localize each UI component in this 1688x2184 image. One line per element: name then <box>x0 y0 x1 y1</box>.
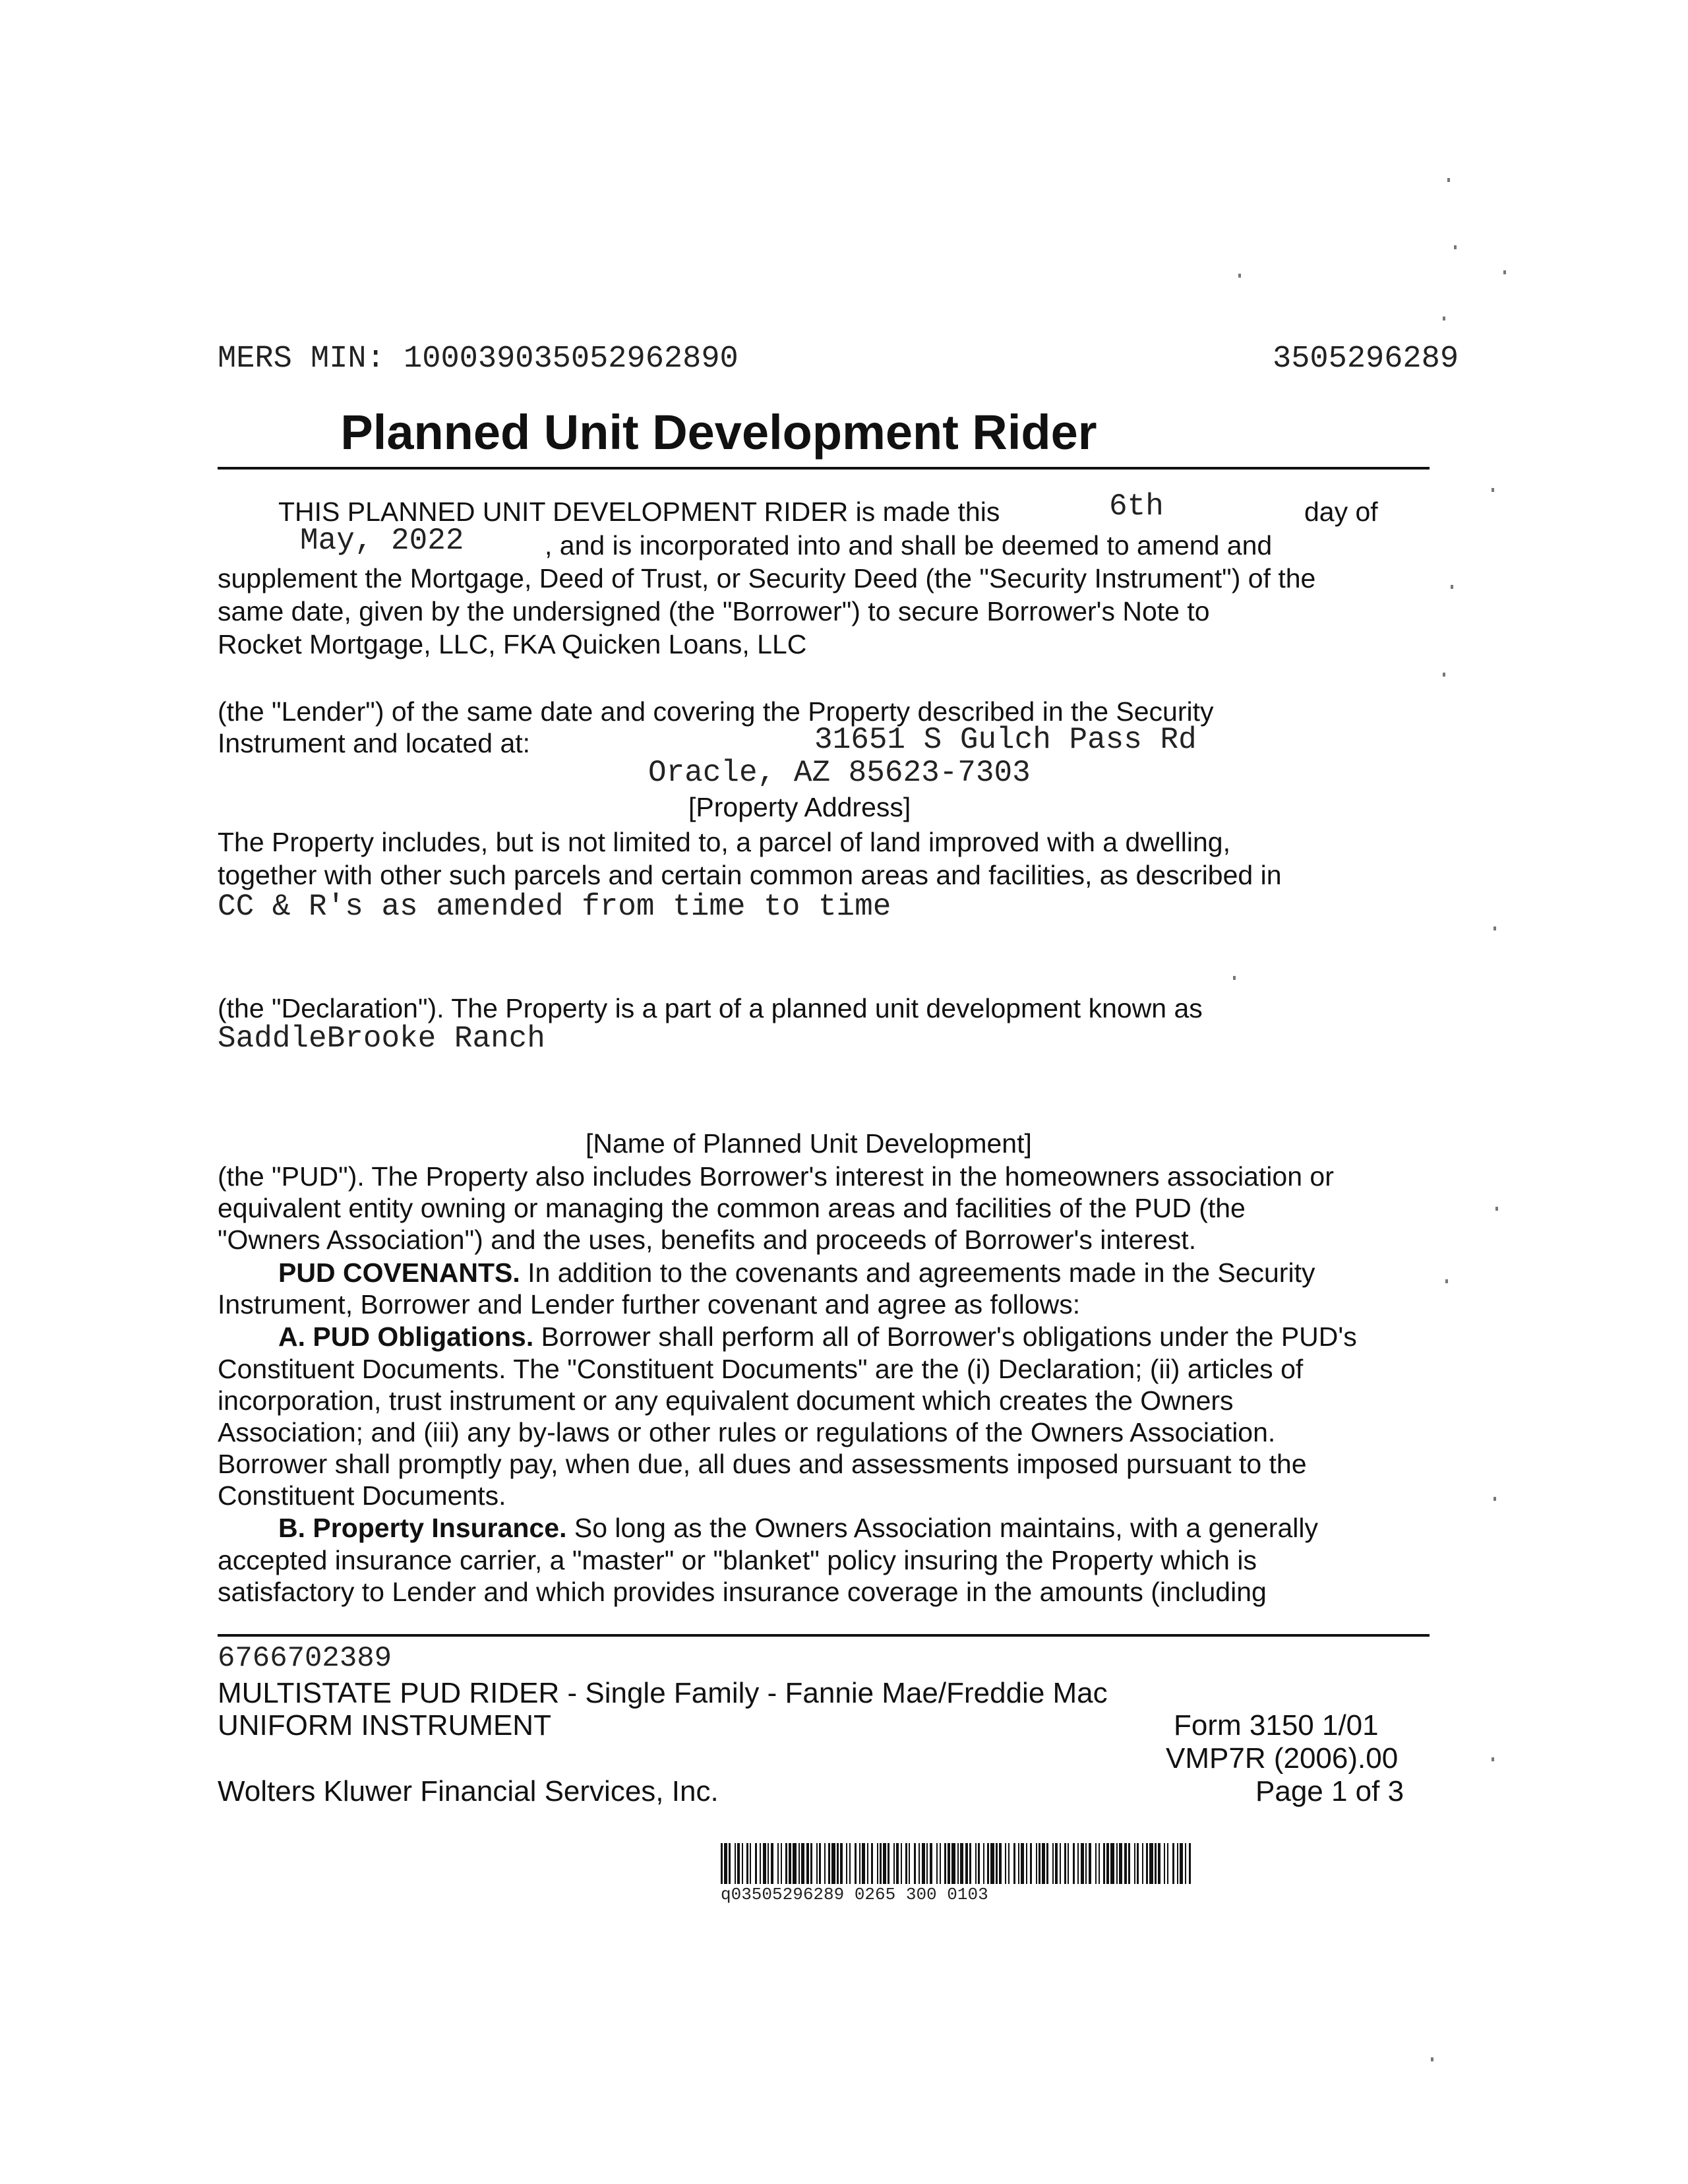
barcode-bar <box>729 1843 731 1884</box>
barcode-bar <box>1030 1843 1032 1884</box>
footer-rule <box>218 1634 1430 1637</box>
barcode-bar <box>867 1843 868 1884</box>
barcode-bar <box>1064 1843 1066 1884</box>
barcode-bar <box>840 1843 843 1884</box>
barcode-bar <box>978 1843 980 1884</box>
mers-min: MERS MIN: 100039035052962890 <box>218 342 738 377</box>
barcode-bar <box>771 1843 773 1884</box>
scan-speck <box>1492 1757 1494 1761</box>
barcode-bar <box>944 1843 946 1884</box>
barcode-bar <box>1164 1843 1165 1884</box>
barcode-bar <box>1089 1843 1091 1884</box>
barcode-bar <box>909 1843 910 1884</box>
barcode-bar <box>846 1843 847 1884</box>
barcode-bar <box>737 1843 740 1884</box>
pud-line-2: equivalent entity owning or managing the common areas and facilities of the PUD (the <box>218 1193 1246 1223</box>
barcode-bar <box>871 1843 873 1884</box>
barcode-bar <box>1021 1843 1024 1884</box>
scan-speck <box>1443 673 1445 677</box>
barcode-bar <box>837 1843 839 1884</box>
section-a-line-2: Constituent Documents. The "Constituent Documents" are the (i) Declaration; (ii) articles of <box>218 1354 1304 1384</box>
section-a-text: Borrower shall perform all of Borrower's obligations under the PUD's <box>533 1321 1357 1352</box>
barcode-bar <box>926 1843 928 1884</box>
barcode-bar <box>793 1843 797 1884</box>
scan-speck <box>1454 245 1457 249</box>
month-year-field: May, 2022 <box>300 524 464 558</box>
property-line-2: together with other such parcels and certain common areas and facilities, as described in <box>218 860 1282 890</box>
barcode-bar <box>987 1843 989 1884</box>
barcode-bar <box>1180 1843 1183 1884</box>
barcode-bar <box>746 1843 748 1884</box>
loan-number: 3505296289 <box>1273 342 1459 377</box>
scan-speck <box>1447 178 1450 182</box>
section-b-text: So long as the Owners Association maintains, with a generally <box>566 1513 1318 1543</box>
section-a-line-4: Association; and (iii) any by-laws or other rules or regulations of the Owners Association. <box>218 1417 1276 1447</box>
barcode <box>721 1843 1195 1884</box>
section-b-heading: B. Property Insurance. <box>278 1513 567 1543</box>
barcode-bar <box>1085 1843 1087 1884</box>
section-b-line-1 <box>278 1512 1318 1544</box>
footer-uniform-instrument: UNIFORM INSTRUMENT <box>218 1709 551 1742</box>
barcode-bar <box>1172 1843 1174 1884</box>
barcode-bar <box>1124 1843 1127 1884</box>
scan-speck <box>1233 976 1236 980</box>
scan-speck <box>1445 1279 1448 1283</box>
footer-page-number: Page 1 of 3 <box>1255 1775 1404 1807</box>
intro-line-4: same date, given by the undersigned (the "Borrower") to secure Borrower's Note to <box>218 596 1210 626</box>
barcode-bar <box>1142 1843 1143 1884</box>
section-a-line-5: Borrower shall promptly pay, when due, all dues and assessments imposed pursuant to the <box>218 1449 1307 1479</box>
section-a-line-1 <box>278 1321 1357 1352</box>
scan-speck <box>1493 926 1496 930</box>
barcode-bar <box>990 1843 994 1884</box>
barcode-bar <box>785 1843 787 1884</box>
barcode-bar <box>877 1843 878 1884</box>
barcode-bar <box>801 1843 804 1884</box>
pud-line-3: "Owners Association") and the uses, benefits and proceeds of Borrower's interest. <box>218 1225 1197 1255</box>
barcode-bar <box>831 1843 835 1884</box>
barcode-bar <box>859 1843 860 1884</box>
property-address-line-1: 31651 S Gulch Pass Rd <box>814 723 1197 757</box>
barcode-bar <box>1185 1843 1186 1884</box>
barcode-bar <box>806 1843 809 1884</box>
section-a-line-6: Constituent Documents. <box>218 1480 506 1511</box>
property-line-1: The Property includes, but is not limited to, a parcel of land improved with a dwelling, <box>218 827 1230 857</box>
declaration-line-1: (the "Declaration"). The Property is a part of a planned unit development known as <box>218 993 1203 1023</box>
barcode-bar <box>789 1843 791 1884</box>
barcode-bar <box>1073 1843 1075 1884</box>
barcode-bar <box>951 1843 955 1884</box>
barcode-bar <box>936 1843 938 1884</box>
barcode-bar <box>1158 1843 1160 1884</box>
lender-line-1: (the "Lender") of the same date and covering the Property described in the Security <box>218 696 1214 727</box>
barcode-bar <box>922 1843 925 1884</box>
footer-publisher: Wolters Kluwer Financial Services, Inc. <box>218 1775 719 1807</box>
barcode-bar <box>914 1843 916 1884</box>
scan-speck <box>1443 317 1445 320</box>
barcode-bar <box>810 1843 812 1884</box>
barcode-text: q03505296289 0265 300 0103 <box>721 1885 988 1904</box>
barcode-bar <box>799 1843 800 1884</box>
footer-form-title: MULTISTATE PUD RIDER - Single Family - Fannie Mae/Freddie Mac <box>218 1677 1108 1709</box>
barcode-bar <box>919 1843 920 1884</box>
barcode-bar <box>1137 1843 1139 1884</box>
barcode-bar <box>940 1843 941 1884</box>
document-title: Planned Unit Development Rider <box>340 405 1097 460</box>
barcode-bar <box>969 1843 971 1884</box>
barcode-bar <box>1026 1843 1027 1884</box>
barcode-bar <box>1106 1843 1109 1884</box>
barcode-bar <box>1128 1843 1130 1884</box>
barcode-bar <box>816 1843 818 1884</box>
barcode-bar <box>1068 1843 1069 1884</box>
barcode-bar <box>893 1843 895 1884</box>
barcode-bar <box>760 1843 761 1884</box>
barcode-bar <box>1095 1843 1097 1884</box>
covenants-line-2: Instrument, Borrower and Lender further covenant and agree as follows: <box>218 1289 1081 1320</box>
intro-line-3: supplement the Mortgage, Deed of Trust, or Security Deed (the "Security Instrument") of the <box>218 563 1316 593</box>
barcode-bar <box>1116 1843 1118 1884</box>
covenants-line-1 <box>278 1257 1315 1289</box>
barcode-bar <box>1039 1843 1040 1884</box>
barcode-bar <box>862 1843 865 1884</box>
barcode-bar <box>983 1843 984 1884</box>
section-a-line-3: incorporation, trust instrument or any equivalent document which creates the Owners <box>218 1385 1234 1416</box>
pud-name-field: SaddleBrooke Ranch <box>218 1021 545 1056</box>
scan-speck <box>1238 274 1241 278</box>
barcode-bar <box>1177 1843 1178 1884</box>
barcode-bar <box>905 1843 907 1884</box>
barcode-bar <box>1099 1843 1100 1884</box>
barcode-bar <box>724 1843 727 1884</box>
intro-day-of: day of <box>1304 497 1378 527</box>
barcode-bar <box>1042 1843 1045 1884</box>
barcode-bar <box>735 1843 736 1884</box>
barcode-bar <box>948 1843 950 1884</box>
barcode-bar <box>1103 1843 1105 1884</box>
barcode-bar <box>1055 1843 1058 1884</box>
barcode-bar <box>965 1843 968 1884</box>
barcode-bar <box>1110 1843 1114 1884</box>
declaration-document-field: CC & R's as amended from time to time <box>218 890 891 924</box>
scan-speck <box>1492 488 1494 492</box>
barcode-bar <box>960 1843 963 1884</box>
barcode-bar <box>901 1843 902 1884</box>
intro-line-2: , and is incorporated into and shall be deemed to amend and <box>545 530 1273 561</box>
barcode-bar <box>1155 1843 1157 1884</box>
section-b-line-2: accepted insurance carrier, a "master" or "blanket" policy insuring the Property which is <box>218 1545 1257 1575</box>
intro-line-1: THIS PLANNED UNIT DEVELOPMENT RIDER is made this <box>278 497 1000 527</box>
barcode-bar <box>1018 1843 1019 1884</box>
barcode-bar <box>975 1843 977 1884</box>
scan-speck <box>1495 1207 1498 1211</box>
barcode-bar <box>819 1843 821 1884</box>
barcode-bar <box>1052 1843 1054 1884</box>
day-field: 6th <box>1109 489 1164 524</box>
barcode-bar <box>1149 1843 1153 1884</box>
lender-line-2: Instrument and located at: <box>218 728 531 758</box>
barcode-bar <box>1077 1843 1079 1884</box>
barcode-bar <box>1189 1843 1191 1884</box>
section-a-heading: A. PUD Obligations. <box>278 1321 534 1352</box>
footer-form-number: Form 3150 1/01 <box>1174 1709 1379 1742</box>
footer-ref-number: 6766702389 <box>218 1642 392 1675</box>
barcode-bar <box>755 1843 757 1884</box>
barcode-bar <box>849 1843 851 1884</box>
barcode-bar <box>750 1843 751 1884</box>
barcode-bar <box>880 1843 882 1884</box>
barcode-bar <box>1060 1843 1061 1884</box>
barcode-bar <box>824 1843 826 1884</box>
pud-line-1: (the "PUD"). The Property also includes Borrower's interest in the homeowners association or <box>218 1161 1334 1192</box>
barcode-bar <box>1146 1843 1148 1884</box>
intro-line-5: Rocket Mortgage, LLC, FKA Quicken Loans, LLC <box>218 629 807 659</box>
title-rule <box>218 467 1430 470</box>
barcode-bar <box>781 1843 782 1884</box>
scan-speck <box>1503 270 1506 274</box>
barcode-bar <box>896 1843 899 1884</box>
barcode-bar <box>1005 1843 1006 1884</box>
barcode-bar <box>1167 1843 1168 1884</box>
barcode-bar <box>1081 1843 1084 1884</box>
pud-name-label: [Name of Planned Unit Development] <box>586 1128 1032 1159</box>
barcode-bar <box>763 1843 766 1884</box>
barcode-bar <box>1134 1843 1135 1884</box>
barcode-bar <box>999 1843 1002 1884</box>
section-b-line-3: satisfactory to Lender and which provides insurance coverage in the amounts (including <box>218 1577 1267 1607</box>
barcode-bar <box>768 1843 769 1884</box>
scan-speck <box>1493 1497 1496 1501</box>
barcode-bar <box>855 1843 857 1884</box>
scan-speck <box>1431 2057 1433 2061</box>
covenants-text: In addition to the covenants and agreements made in the Security <box>520 1258 1315 1288</box>
footer-vmp: VMP7R (2006).00 <box>1166 1742 1399 1774</box>
barcode-bar <box>888 1843 889 1884</box>
barcode-bar <box>1046 1843 1048 1884</box>
barcode-bar <box>883 1843 886 1884</box>
barcode-bar <box>721 1843 723 1884</box>
barcode-bar <box>957 1843 959 1884</box>
barcode-bar <box>1119 1843 1122 1884</box>
barcode-bar <box>742 1843 743 1884</box>
property-address-label: [Property Address] <box>688 792 911 822</box>
barcode-bar <box>996 1843 998 1884</box>
barcode-bar <box>1013 1843 1015 1884</box>
barcode-bar <box>1008 1843 1010 1884</box>
scan-speck <box>1451 585 1453 589</box>
covenants-heading: PUD COVENANTS. <box>278 1258 520 1288</box>
barcode-bar <box>777 1843 779 1884</box>
barcode-bar <box>930 1843 932 1884</box>
barcode-bar <box>1036 1843 1037 1884</box>
barcode-bar <box>828 1843 830 1884</box>
property-address-line-2: Oracle, AZ 85623-7303 <box>648 756 1031 790</box>
